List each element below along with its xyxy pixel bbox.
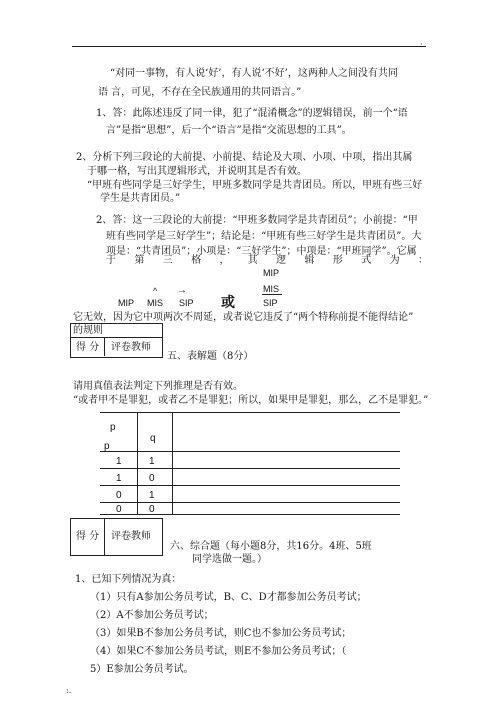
q6-1-intro: 1、已知下列情况为真：: [75, 574, 182, 585]
corner-mark: ·: [420, 40, 423, 49]
formula-sip: SIP: [179, 298, 194, 308]
grader-label-1: 评卷教师: [111, 342, 151, 353]
q2-line-2: 于哪一格，写出其逻辑形式，并说明其是否有效。: [87, 166, 307, 177]
formula-sip-right: SIP: [263, 298, 278, 308]
answer2-line-4: [106, 254, 428, 267]
formula-mis-right: MIS: [263, 284, 280, 294]
q2-line-3: “甲班有些同学是三好学生，甲班多数同学是共青团员。所以，甲班有些三好: [87, 180, 423, 191]
answer2-line-1: 2、答：这一三段论的大前提：“甲班多数同学是共青团员”；小前提：“甲: [96, 215, 418, 226]
table-cell: 1: [116, 473, 122, 484]
spread-char: 于: [106, 255, 116, 266]
spread-char: 形: [332, 255, 343, 266]
spread-char: 为: [389, 255, 400, 266]
formula-mis: MIS: [147, 298, 164, 308]
table-header-p: p: [110, 422, 116, 433]
spread-char: 第: [134, 255, 145, 266]
table-cell: 0: [149, 473, 155, 484]
score-box-1-rule: [70, 337, 162, 338]
table-header-p2: p: [104, 441, 110, 452]
score-label-2: 得 分: [76, 531, 100, 542]
q6-1-item: （1）只有A参加公务员考试，B、C、D才都参加公务员考试；: [90, 592, 367, 603]
grader-label-2: 评卷教师: [111, 531, 151, 542]
section6-title-2: 同学选做一题。）: [192, 554, 267, 565]
table-row-line: [100, 468, 400, 469]
formula-wedge: ^: [153, 286, 158, 296]
table-col-line: [137, 412, 138, 514]
section5-statement: “或者甲不是罪犯，或者乙不是罪犯；所以，如果甲是罪犯，那么，乙不是罪犯。”: [73, 395, 429, 406]
table-row-line: [100, 485, 400, 486]
table-header-q: q: [150, 433, 156, 444]
score-label-1: 得 分: [76, 342, 100, 353]
table-cell: 1: [149, 456, 155, 467]
spread-char: 格: [191, 255, 202, 266]
spread-char: ，: [219, 255, 230, 266]
spread-char: 式: [361, 255, 372, 266]
table-cell: 1: [149, 490, 155, 501]
answer1-line-2: 言”是指“思想”，后一个“语言”是指“交流思想的工具”。: [106, 125, 352, 136]
table-row-line: [100, 502, 400, 503]
quote-line-1: “对同一事物，有人说‘好’，有人说‘不好’，这两种人之间没有共同: [110, 68, 398, 79]
spread-char: 逻: [276, 255, 287, 266]
formula-arrow: →: [177, 285, 187, 296]
header-rule: [72, 46, 426, 47]
answer2-line-2: 班有些同学是三好学生”；结论是：“甲班有些三好学生是共青团员”。大: [106, 231, 422, 242]
table-row-line: [100, 451, 400, 452]
score-box-1-divider: [104, 337, 105, 356]
answer2-line-3: 项是：“共青团员”；小项是：“三好学生”；中项是：“甲班同学”。它属: [106, 246, 417, 257]
table-cell: 0: [116, 504, 122, 515]
score-box-2-divider: [104, 518, 105, 555]
section5-instruction: 请用真值表法判定下列推理是否有效。: [73, 381, 243, 392]
footer-mark: :.: [66, 686, 72, 695]
table-col-line: [172, 412, 173, 514]
q6-1-item: 5）E参加公务员考试。: [90, 664, 194, 675]
formula-mip: MIP: [118, 298, 135, 308]
quote-line-2: 语 言，可见，不存在全民族通用的共同语言。”: [98, 87, 302, 98]
table-cell: 0: [149, 504, 155, 515]
spread-char: 三: [162, 255, 173, 266]
q6-1-item: （4）如果C不参加公务员考试，则E不参加公务员考试；（: [90, 646, 347, 657]
q6-1-item: （3）如果B不参加公务员考试，则C也不参加公务员考试；: [90, 628, 352, 639]
q2-line-4: 学生是共青团员。”: [100, 193, 181, 204]
spread-char: 其: [247, 255, 258, 266]
table-top: [100, 412, 400, 413]
invalid-explanation: 它无效，因为它中项两次不周延，或者说它违反了“两个特称前提不能得结论”: [73, 312, 414, 323]
formula-mip-right: MIP: [263, 268, 280, 278]
section5-title: 五、表解题（8分）: [167, 351, 254, 362]
formula-divider: [262, 294, 282, 295]
spread-char: 辑: [304, 255, 315, 266]
table-row-line: [100, 514, 400, 515]
formula-or: 或: [221, 295, 235, 311]
q2-line-1: 2、分析下列三段论的大前提、小前提、结论及大项、小项、中项，指出其属: [76, 152, 413, 163]
table-cell: 0: [116, 490, 122, 501]
spread-char: ：: [417, 255, 428, 266]
rule-text: 的规则: [73, 325, 103, 336]
answer1-line-1: 1、答：此陈述违反了同一律，犯了“混淆概念”的逻辑错误，前一个“语: [96, 108, 408, 119]
table-cell: 1: [116, 456, 122, 467]
section6-title-1: 六、综合题（每小题8分，共16分。4班、5班: [170, 541, 372, 552]
q6-1-item: （2）A不参加公务员考试；: [90, 610, 214, 621]
